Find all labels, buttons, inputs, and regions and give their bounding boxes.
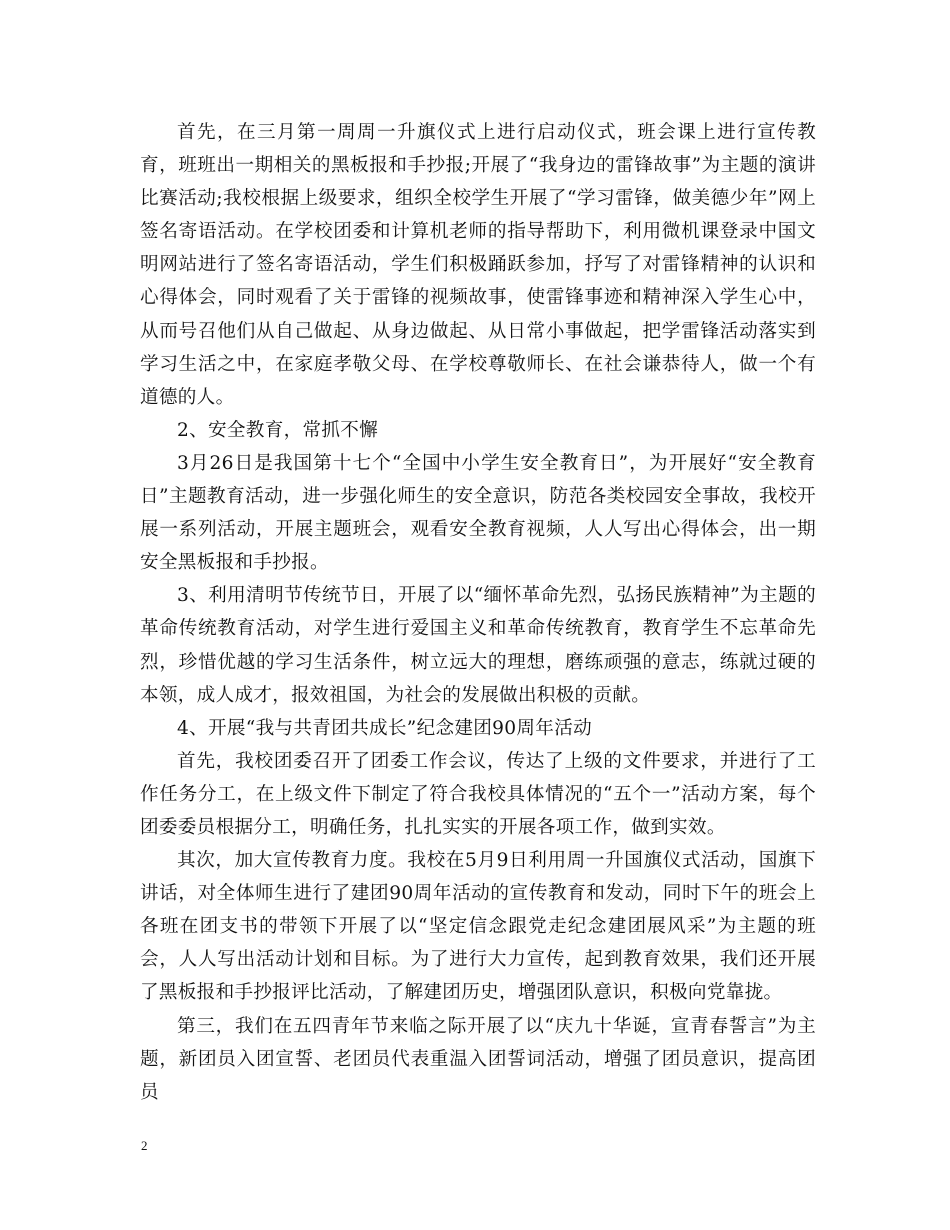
paragraph-qingming-festival: 3、利用清明节传统节日，开展了以“缅怀革命先烈，弘扬民族精神”为主题的革命传统教育活动，对学生进行爱国主义和革命传统教育，教育学生不忘革命先烈，珍惜优越的学习生活条件，树立远大的理想，磨练顽强的意志，练就过硬的本领，成人成才，报效祖国，为社会的发展做出积极的贡献。 — [140, 585, 816, 706]
heading-safety-education: 2、安全教育，常抓不懈 — [177, 419, 379, 441]
paragraph-safety-education-day: 3月26日是我国第十七个“全国中小学生安全教育日”，为开展好“安全教育日”主题教育活动，进一步强化师生的安全意识，防范各类校园安全事故，我校开展一系列活动，开展主题班会，观看安全教育视频，人人写出心得体会，出一期安全黑板报和手抄报。 — [140, 452, 816, 574]
paragraph-league-committee-meeting: 首先，我校团委召开了团委工作会议，传达了上级的文件要求，并进行了工作任务分工，在上级文件下制定了符合我校具体情况的“五个一”活动方案，每个团委委员根据分工，明确任务，扎扎实实的开展各项工作，做到实效。 — [140, 750, 816, 838]
document-body — [140, 116, 816, 1109]
paragraph-lei-feng-activities: 首先，在三月第一周周一升旗仪式上进行启动仪式，班会课上进行宣传教育，班班出一期相关的黑板报和手抄报;开展了“我身边的雷锋故事”为主题的演讲比赛活动;我校根据上级要求，组织全校学生开展了“学习雷锋，做美德少年”网上签名寄语活动。在学校团委和计算机老师的指导帮助下，利用微机课登录中国文明网站进行了签名寄语活动，学生们积极踊跃参加，抒写了对雷锋精神的认识和心得体会，同时观看了关于雷锋的视频故事，使雷锋事迹和精神深入学生心中，从而号召他们从自己做起、从身边做起、从日常小事做起，把学雷锋活动落实到学习生活之中，在家庭孝敬父母、在学校尊敬师长、在社会谦恭待人，做一个有道德的人。 — [140, 122, 816, 408]
paragraph-may-fourth-oath: 第三，我们在五四青年节来临之际开展了以“庆九十华诞，宣青春誓言”为主题，新团员入团宣誓、老团员代表重温入团誓词活动，增强了团员意识，提高团员 — [140, 1015, 816, 1103]
heading-youth-league-anniversary: 4、开展“我与共青团共成长”纪念建团90周年活动 — [177, 717, 592, 739]
paragraph-publicity-education: 其次，加大宣传教育力度。我校在5月9日利用周一升国旗仪式活动，国旗下讲话，对全体师生进行了建团90周年活动的宣传教育和发动，同时下午的班会上各班在团支书的带领下开展了以“坚定信念跟党走纪念建团展风采”为主题的班会，人人写出活动计划和目标。为了进行大力宣传，起到教育效果，我们还开展了黑板报和手抄报评比活动，了解建团历史，增强团队意识，积极向党靠拢。 — [140, 850, 816, 1004]
page-number: 2 — [141, 1138, 148, 1153]
